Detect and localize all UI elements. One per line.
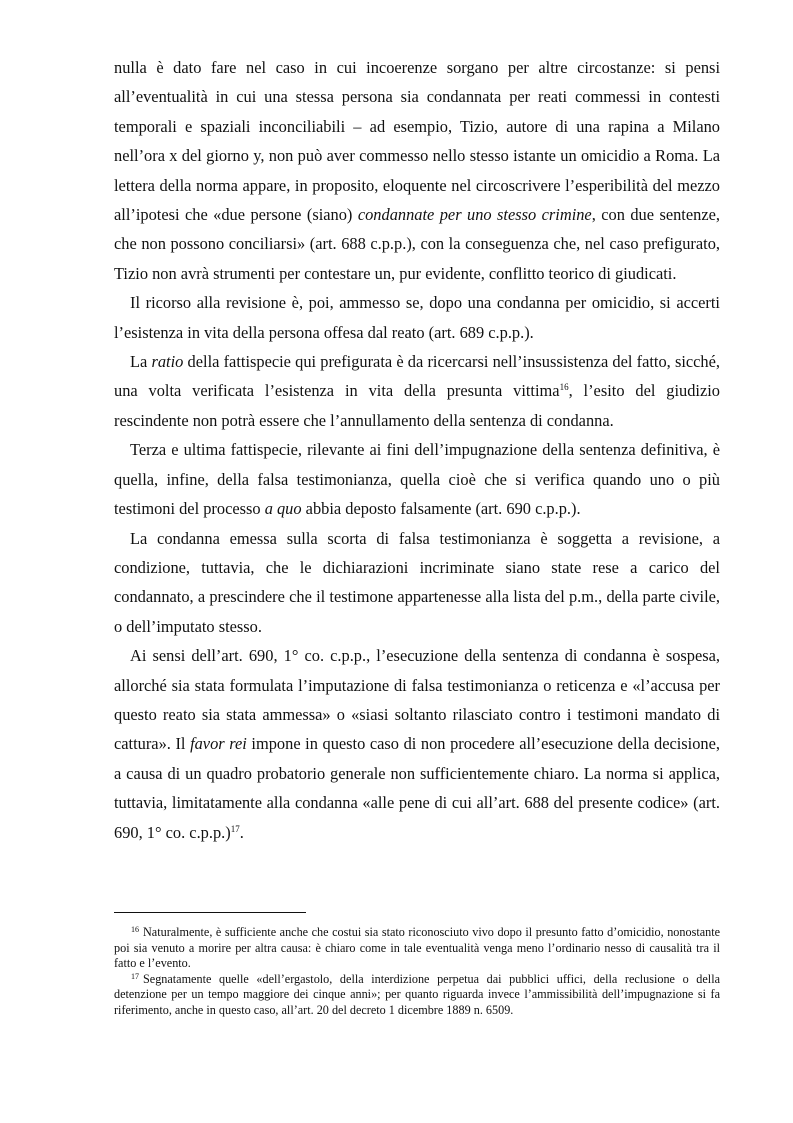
footnote-16 xyxy=(114,925,720,972)
paragraph-3 xyxy=(114,347,720,435)
paragraph-text: , con due sentenze, che non possono conciliarsi» (art. 688 c.p.p.), con la conseguenza che, nel caso prefigurato, Tizio non avrà strumenti per contestare un, pur evidente, conflitto teorico di giudicati. xyxy=(114,205,720,283)
paragraph-text: . xyxy=(239,822,244,842)
paragraph-text: La condanna emessa sulla scorta di falsa testimonianza è soggetta a revisione, a condizione, tuttavia, che le dichiarazioni incriminate siano state rese a carico del condannato, a prescindere che il testimone appartenesse alla lista del p.m., della parte civile, o dell’imputato stesso. xyxy=(114,528,720,636)
paragraph-text: La xyxy=(130,352,152,372)
paragraph-text: della fattispecie qui prefigurata è da ricercarsi nell’insussistenza del fatto, sicché, una volta verificata l’esistenza in vita della presunta vittima xyxy=(114,352,720,401)
italic-phrase: ratio xyxy=(151,352,184,372)
footnote-text: Naturalmente, è sufficiente anche che costui sia stato riconosciuto vivo dopo il presunto fatto d’omicidio, nonostante poi sia venuto a morire per altra causa: è chiaro come in tale eventualità venga meno l’ordinario nesso di causalità tra il fatto e l’evento. xyxy=(114,925,720,971)
footnote-number: 17 xyxy=(131,971,139,981)
paragraph-6 xyxy=(114,641,720,847)
footnote-ref-16[interactable]: 16 xyxy=(559,382,569,393)
footnotes xyxy=(114,925,720,1019)
footnote-number: 16 xyxy=(131,925,139,934)
paragraph-text: Ai sensi dell’art. 690, 1° co. c.p.p., l’esecuzione della sentenza di condanna è sospesa, allorché sia stata formulata l’imputazione di falsa testimonianza o reticenza e «l’accusa per questo reato sia stata ammessa» o «siasi soltanto rilasciato contro i testimoni mandato di cattura». Il xyxy=(114,646,720,754)
paragraph-text: Terza e ultima fattispecie, rilevante ai fini dell’impugnazione della sentenza definitiva, è quella, infine, della falsa testimonianza, quella cioè che si verifica quando uno o più testimoni del processo xyxy=(114,440,720,519)
paragraph-text: nulla è dato fare nel caso in cui incoerenze sorgano per altre circostanze: si pensi all’eventualità in cui una stessa persona sia condannata per reati commessi in contesti temporali e spaziali inconciliabili – ad esempio, Tizio, autore di una rapina a Milano nell’ora x del giorno y, non può aver commesso nello stesso istante un omicidio a Roma. La lettera della norma appare, in proposito, eloquente nel circoscrivere l’esperibilità del mezzo all’ipotesi che «due persone (siano) xyxy=(114,58,720,225)
italic-phrase: favor rei xyxy=(190,734,247,754)
paragraph-text: Il ricorso alla revisione è, poi, ammesso se, dopo una condanna per omicidio, si accerti l’esistenza in vita della persona offesa dal reato (art. 689 c.p.p.). xyxy=(114,293,720,342)
paragraph-text: impone in questo caso di non procedere all’esecuzione della decisione, a causa di un quadro probatorio generale non sufficientemente chiaro. La norma si applica, tuttavia, limitatamente alla condanna «alle pene di cui all’art. 688 del presente codice» (art. 690, 1° co. c.p.p.) xyxy=(114,734,721,842)
paragraph-5 xyxy=(114,524,720,642)
italic-phrase: condannate per uno stesso crimine xyxy=(357,205,592,225)
footnote-ref-17[interactable]: 17 xyxy=(230,823,240,834)
paragraph-4 xyxy=(114,435,720,523)
footnote-separator xyxy=(114,912,306,913)
italic-phrase: a quo xyxy=(264,499,302,519)
paragraph-1 xyxy=(114,53,720,288)
paragraph-text: , l’esito del giudizio rescindente non potrà essere che l’annullamento della sentenza di condanna. xyxy=(114,381,720,430)
paragraph-text: abbia deposto falsamente (art. 690 c.p.p.). xyxy=(301,499,581,519)
footnote-17 xyxy=(114,972,720,1019)
footnote-text: Segnatamente quelle «dell’ergastolo, della interdizione perpetua dai pubblici uffici, della reclusione o della detenzione per un tempo maggiore dei cinque anni»; per quanto riguarda invece l’ammissibilità dell’impugnazione si fa riferimento, anche in questo caso, all’art. 20 del decreto 1 dicembre 1889 n. 6509. xyxy=(114,971,720,1017)
paragraph-2 xyxy=(114,288,720,347)
document-body xyxy=(114,53,720,847)
